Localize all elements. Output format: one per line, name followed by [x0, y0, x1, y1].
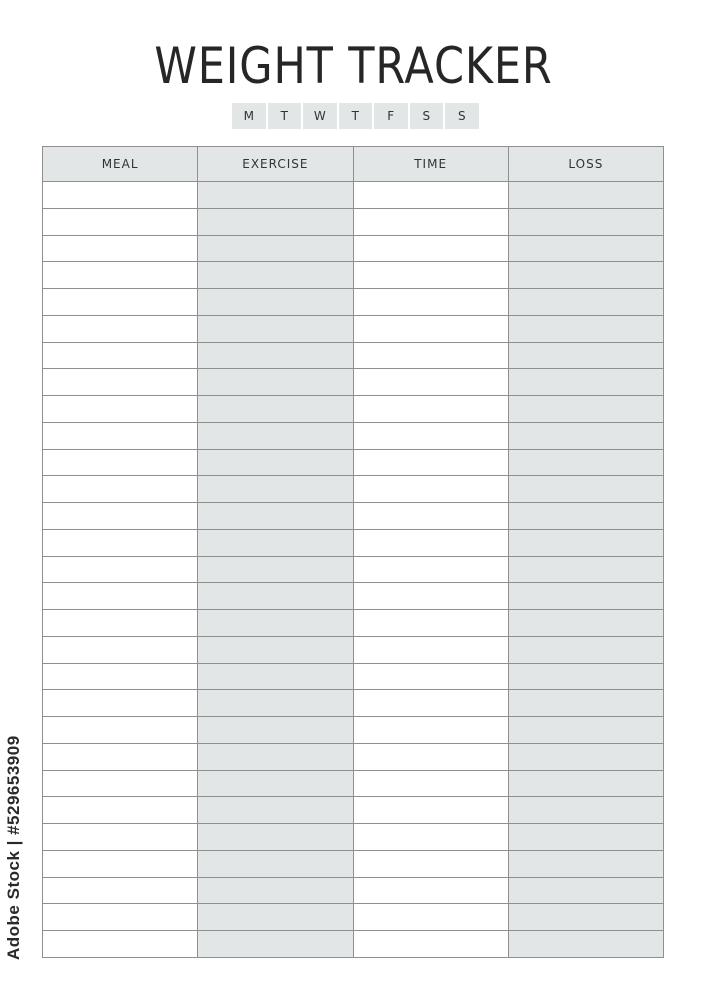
- cell-exercise[interactable]: [198, 717, 353, 744]
- cell-time[interactable]: [353, 850, 508, 877]
- cell-loss[interactable]: [508, 797, 663, 824]
- cell-exercise[interactable]: [198, 850, 353, 877]
- table-row: [43, 342, 664, 369]
- cell-loss[interactable]: [508, 315, 663, 342]
- cell-time[interactable]: [353, 503, 508, 530]
- cell-loss[interactable]: [508, 931, 663, 958]
- cell-time[interactable]: [353, 663, 508, 690]
- cell-exercise[interactable]: [198, 262, 353, 289]
- cell-loss[interactable]: [508, 476, 663, 503]
- table-row: [43, 503, 664, 530]
- cell-loss[interactable]: [508, 449, 663, 476]
- cell-meal[interactable]: [43, 824, 198, 851]
- cell-loss[interactable]: [508, 717, 663, 744]
- cell-exercise[interactable]: [198, 690, 353, 717]
- tracker-table: [42, 146, 664, 958]
- table-row: [43, 369, 664, 396]
- table-row: [43, 690, 664, 717]
- stock-id-text: Adobe Stock | #529653909: [4, 735, 23, 960]
- cell-time[interactable]: [353, 396, 508, 423]
- cell-meal[interactable]: [43, 262, 198, 289]
- column-header-meal: MEAL: [43, 147, 198, 182]
- cell-exercise[interactable]: [198, 824, 353, 851]
- table-row: [43, 931, 664, 958]
- cell-loss[interactable]: [508, 369, 663, 396]
- cell-time[interactable]: [353, 262, 508, 289]
- cell-exercise[interactable]: [198, 529, 353, 556]
- cell-exercise[interactable]: [198, 369, 353, 396]
- cell-time[interactable]: [353, 583, 508, 610]
- table-row: [43, 583, 664, 610]
- table-row: [43, 396, 664, 423]
- table-row: [43, 422, 664, 449]
- table-row: [43, 850, 664, 877]
- cell-exercise[interactable]: [198, 610, 353, 637]
- day-box-mon[interactable]: M: [232, 103, 266, 129]
- table-row: [43, 610, 664, 637]
- cell-exercise[interactable]: [198, 396, 353, 423]
- cell-time[interactable]: [353, 556, 508, 583]
- cell-exercise[interactable]: [198, 449, 353, 476]
- cell-loss[interactable]: [508, 342, 663, 369]
- cell-meal[interactable]: [43, 770, 198, 797]
- cell-time[interactable]: [353, 610, 508, 637]
- cell-loss[interactable]: [508, 850, 663, 877]
- cell-loss[interactable]: [508, 208, 663, 235]
- cell-exercise[interactable]: [198, 797, 353, 824]
- table-row: [43, 208, 664, 235]
- cell-meal[interactable]: [43, 342, 198, 369]
- cell-loss[interactable]: [508, 770, 663, 797]
- table-row: [43, 182, 664, 209]
- cell-time[interactable]: [353, 208, 508, 235]
- table-row: [43, 663, 664, 690]
- cell-time[interactable]: [353, 770, 508, 797]
- cell-meal[interactable]: [43, 396, 198, 423]
- table-row: [43, 449, 664, 476]
- cell-meal[interactable]: [43, 369, 198, 396]
- cell-meal[interactable]: [43, 476, 198, 503]
- cell-loss[interactable]: [508, 636, 663, 663]
- day-box-fri[interactable]: F: [374, 103, 408, 129]
- cell-exercise[interactable]: [198, 583, 353, 610]
- cell-meal[interactable]: [43, 717, 198, 744]
- cell-meal[interactable]: [43, 529, 198, 556]
- table-row: [43, 556, 664, 583]
- cell-meal[interactable]: [43, 289, 198, 316]
- cell-meal[interactable]: [43, 850, 198, 877]
- cell-meal[interactable]: [43, 636, 198, 663]
- cell-meal[interactable]: [43, 904, 198, 931]
- cell-time[interactable]: [353, 824, 508, 851]
- cell-exercise[interactable]: [198, 315, 353, 342]
- table-row: [43, 877, 664, 904]
- cell-loss[interactable]: [508, 422, 663, 449]
- cell-loss[interactable]: [508, 743, 663, 770]
- table-row: [43, 476, 664, 503]
- table-header-row: [43, 147, 664, 182]
- cell-meal[interactable]: [43, 503, 198, 530]
- cell-meal[interactable]: [43, 663, 198, 690]
- column-header-time: TIME: [353, 147, 508, 182]
- cell-meal[interactable]: [43, 235, 198, 262]
- cell-exercise[interactable]: [198, 503, 353, 530]
- stock-id-watermark: [4, 735, 44, 960]
- table-row: [43, 235, 664, 262]
- cell-exercise[interactable]: [198, 877, 353, 904]
- cell-exercise[interactable]: [198, 208, 353, 235]
- cell-time[interactable]: [353, 717, 508, 744]
- cell-meal[interactable]: [43, 931, 198, 958]
- cell-time[interactable]: [353, 342, 508, 369]
- cell-meal[interactable]: [43, 583, 198, 610]
- cell-exercise[interactable]: [198, 422, 353, 449]
- cell-meal[interactable]: [43, 208, 198, 235]
- cell-time[interactable]: [353, 369, 508, 396]
- table-row: [43, 529, 664, 556]
- cell-loss[interactable]: [508, 235, 663, 262]
- cell-time[interactable]: [353, 690, 508, 717]
- cell-exercise[interactable]: [198, 663, 353, 690]
- day-box-wed[interactable]: W: [303, 103, 337, 129]
- cell-meal[interactable]: [43, 690, 198, 717]
- page-title: WEIGHT TRACKER: [154, 37, 553, 95]
- table-row: [43, 797, 664, 824]
- cell-exercise[interactable]: [198, 289, 353, 316]
- cell-exercise[interactable]: [198, 235, 353, 262]
- weekday-selector: [232, 103, 479, 129]
- cell-exercise[interactable]: [198, 476, 353, 503]
- cell-time[interactable]: [353, 449, 508, 476]
- cell-loss[interactable]: [508, 182, 663, 209]
- cell-time[interactable]: [353, 235, 508, 262]
- day-box-tue[interactable]: T: [268, 103, 302, 129]
- table-row: [43, 904, 664, 931]
- cell-loss[interactable]: [508, 663, 663, 690]
- cell-exercise[interactable]: [198, 904, 353, 931]
- cell-loss[interactable]: [508, 824, 663, 851]
- cell-exercise[interactable]: [198, 770, 353, 797]
- cell-time[interactable]: [353, 904, 508, 931]
- cell-time[interactable]: [353, 422, 508, 449]
- table-row: [43, 743, 664, 770]
- cell-time[interactable]: [353, 636, 508, 663]
- cell-time[interactable]: [353, 743, 508, 770]
- cell-loss[interactable]: [508, 396, 663, 423]
- cell-loss[interactable]: [508, 289, 663, 316]
- cell-loss[interactable]: [508, 583, 663, 610]
- cell-loss[interactable]: [508, 556, 663, 583]
- cell-exercise[interactable]: [198, 636, 353, 663]
- cell-loss[interactable]: [508, 904, 663, 931]
- day-box-sun[interactable]: S: [445, 103, 479, 129]
- cell-meal[interactable]: [43, 797, 198, 824]
- table-row: [43, 289, 664, 316]
- cell-exercise[interactable]: [198, 743, 353, 770]
- day-box-sat[interactable]: S: [410, 103, 444, 129]
- cell-time[interactable]: [353, 529, 508, 556]
- cell-time[interactable]: [353, 931, 508, 958]
- cell-time[interactable]: [353, 315, 508, 342]
- cell-meal[interactable]: [43, 877, 198, 904]
- cell-loss[interactable]: [508, 262, 663, 289]
- cell-time[interactable]: [353, 182, 508, 209]
- cell-exercise[interactable]: [198, 342, 353, 369]
- table-row: [43, 770, 664, 797]
- cell-loss[interactable]: [508, 529, 663, 556]
- cell-loss[interactable]: [508, 877, 663, 904]
- table-row: [43, 717, 664, 744]
- cell-exercise[interactable]: [198, 931, 353, 958]
- table-row: [43, 315, 664, 342]
- cell-time[interactable]: [353, 877, 508, 904]
- cell-meal[interactable]: [43, 556, 198, 583]
- cell-meal[interactable]: [43, 422, 198, 449]
- cell-exercise[interactable]: [198, 556, 353, 583]
- cell-meal[interactable]: [43, 182, 198, 209]
- column-header-exercise: EXERCISE: [198, 147, 353, 182]
- cell-loss[interactable]: [508, 690, 663, 717]
- day-box-thu[interactable]: T: [339, 103, 373, 129]
- cell-meal[interactable]: [43, 449, 198, 476]
- table-body: [43, 182, 664, 958]
- column-header-loss: LOSS: [508, 147, 663, 182]
- cell-loss[interactable]: [508, 610, 663, 637]
- cell-loss[interactable]: [508, 503, 663, 530]
- cell-time[interactable]: [353, 289, 508, 316]
- cell-meal[interactable]: [43, 315, 198, 342]
- table-row: [43, 636, 664, 663]
- cell-meal[interactable]: [43, 610, 198, 637]
- cell-time[interactable]: [353, 797, 508, 824]
- cell-exercise[interactable]: [198, 182, 353, 209]
- table-row: [43, 262, 664, 289]
- cell-meal[interactable]: [43, 743, 198, 770]
- table-row: [43, 824, 664, 851]
- cell-time[interactable]: [353, 476, 508, 503]
